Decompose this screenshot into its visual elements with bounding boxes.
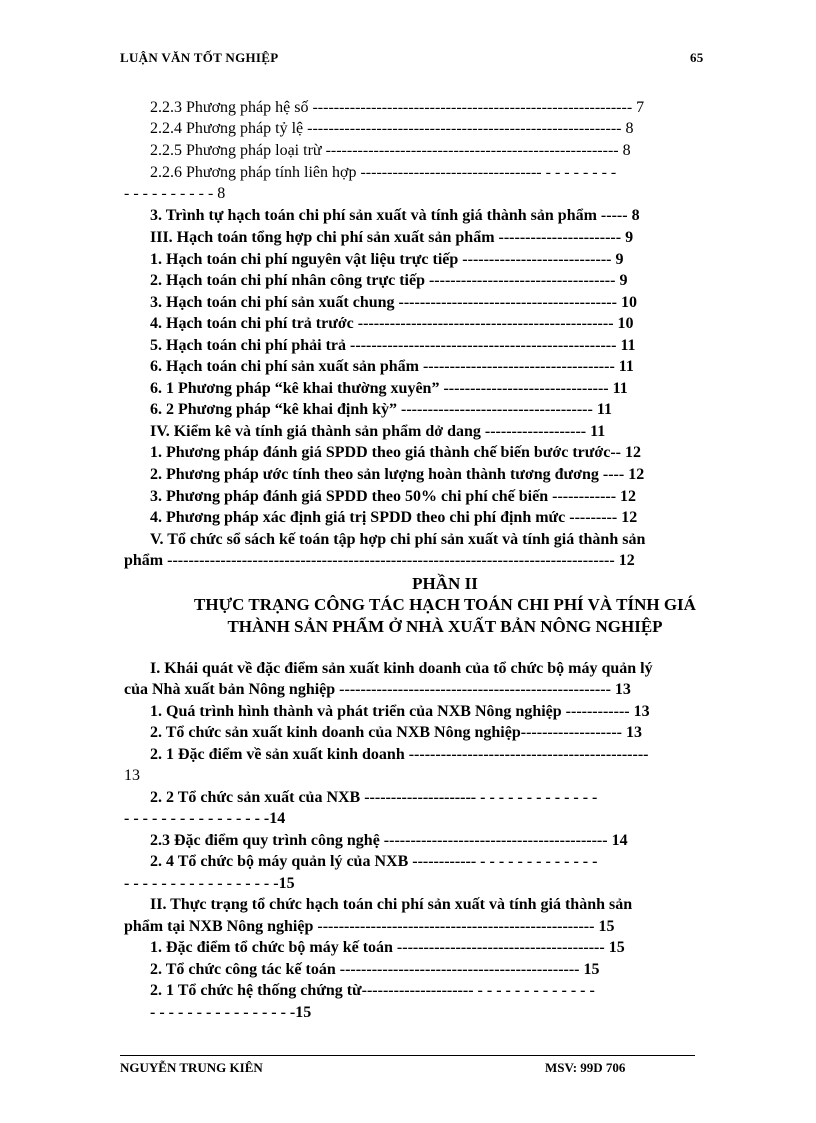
toc-entry: 6. 2 Phương pháp “kê khai định kỳ” ------------------------------------ 11 xyxy=(150,401,612,418)
part-subtitle-line-2: THÀNH SẢN PHẨM Ở NHÀ XUẤT BẢN NÔNG NGHIỆP xyxy=(227,617,663,636)
toc-entry: 2.2.3 Phương pháp hệ số ------------------------------------------------------------ 7 xyxy=(150,99,645,116)
toc-entry: 2. 4 Tổ chức bộ máy quản lý của NXB ------------ - - - - - - - - - - - - - xyxy=(150,853,598,870)
toc-entry-continuation: của Nhà xuất bản Nông nghiệp --------------------------------------------------- 13 xyxy=(124,681,631,698)
toc-entry: 2.2.5 Phương pháp loại trừ ------------------------------------------------------- 8 xyxy=(150,142,631,159)
toc-entry: 2.2.6 Phương pháp tính liên hợp ---------------------------------- - - - - - - - - xyxy=(150,164,617,181)
toc-entry-continuation: phẩm ------------------------------------------------------------------------------------ 12 xyxy=(124,552,635,569)
toc-entry: 2. Tổ chức công tác kế toán --------------------------------------------- 15 xyxy=(150,961,600,978)
toc-entry: 5. Hạch toán chi phí phải trả -------------------------------------------------- 11 xyxy=(150,337,636,354)
toc-entry: 2. Tổ chức sản xuất kinh doanh của NXB Nông nghiệp------------------- 13 xyxy=(150,724,642,741)
running-header-title: LUẬN VĂN TỐT NGHIỆP xyxy=(120,50,279,65)
student-id: MSV: 99D 706 xyxy=(545,1060,626,1075)
toc-entry: 2. 2 Tổ chức sản xuất của NXB --------------------- - - - - - - - - - - - - - xyxy=(150,789,598,806)
footer-divider xyxy=(120,1055,695,1056)
toc-entry: 4. Hạch toán chi phí trả trước ------------------------------------------------ 10 xyxy=(150,315,634,332)
page-number: 65 xyxy=(690,50,704,65)
toc-entry-continuation: 13 xyxy=(124,767,140,784)
toc-entry: 3. Phương pháp đánh giá SPDD theo 50% chi phí chế biến ------------ 12 xyxy=(150,488,637,505)
toc-entry-continuation: - - - - - - - - - - - - - - - - -15 xyxy=(124,875,295,892)
toc-entry: 1. Quá trình hình thành và phát triển của NXB Nông nghiệp ------------ 13 xyxy=(150,703,650,720)
part-title: PHẦN II xyxy=(412,574,478,593)
toc-entry: 3. Trình tự hạch toán chi phí sản xuất và tính giá thành sản phẩm ----- 8 xyxy=(150,207,640,224)
toc-entry: 1. Đặc điểm tổ chức bộ máy kế toán --------------------------------------- 15 xyxy=(150,939,625,956)
part-subtitle-line-1: THỰC TRẠNG CÔNG TÁC HẠCH TOÁN CHI PHÍ VÀ TÍNH GIÁ xyxy=(194,595,696,614)
author-name: NGUYỄN TRUNG KIÊN xyxy=(120,1060,263,1075)
toc-entry: I. Khái quát về đặc điểm sản xuất kinh doanh của tổ chức bộ máy quản lý xyxy=(150,660,653,677)
toc-entry: IV. Kiểm kê và tính giá thành sản phẩm dở dang ------------------- 11 xyxy=(150,423,606,440)
toc-entry: 2.2.4 Phương pháp tỷ lệ ----------------------------------------------------------- 8 xyxy=(150,120,634,137)
toc-entry: II. Thực trạng tổ chức hạch toán chi phí sản xuất và tính giá thành sản xyxy=(150,896,633,913)
toc-entry: 2. Phương pháp ước tính theo sản lượng hoàn thành tương đương ---- 12 xyxy=(150,466,645,483)
toc-entry: 1. Phương pháp đánh giá SPDD theo giá thành chế biến bước trước-- 12 xyxy=(150,444,641,461)
toc-entry: 2. Hạch toán chi phí nhân công trực tiếp ----------------------------------- 9 xyxy=(150,272,628,289)
toc-entry-continuation: - - - - - - - - - - - - - - - -15 xyxy=(150,1004,312,1021)
toc-entry: 3. Hạch toán chi phí sản xuất chung ----------------------------------------- 10 xyxy=(150,294,637,311)
toc-entry: 2.3 Đặc điểm quy trình công nghệ ------------------------------------------ 14 xyxy=(150,832,628,849)
toc-entry-continuation: phẩm tại NXB Nông nghiệp ---------------------------------------------------- 15 xyxy=(124,918,615,935)
toc-entry: 6. 1 Phương pháp “kê khai thường xuyên” ------------------------------- 11 xyxy=(150,380,628,397)
toc-entry: III. Hạch toán tổng hợp chi phí sản xuất sản phẩm ----------------------- 9 xyxy=(150,229,634,246)
toc-entry: 4. Phương pháp xác định giá trị SPDD theo chi phí định mức --------- 12 xyxy=(150,509,638,526)
toc-entry-continuation: - - - - - - - - - - 8 xyxy=(124,185,226,202)
toc-entry: 6. Hạch toán chi phí sản xuất sản phẩm ------------------------------------ 11 xyxy=(150,358,634,375)
toc-entry: 2. 1 Tổ chức hệ thống chứng từ--------------------- - - - - - - - - - - - - - xyxy=(150,982,595,999)
toc-entry: V. Tổ chức sổ sách kế toán tập hợp chi phí sản xuất và tính giá thành sản xyxy=(150,531,646,548)
toc-entry: 1. Hạch toán chi phí nguyên vật liệu trực tiếp ---------------------------- 9 xyxy=(150,251,624,268)
toc-entry-continuation: - - - - - - - - - - - - - - - -14 xyxy=(124,810,286,827)
toc-entry: 2. 1 Đặc điểm về sản xuất kinh doanh --------------------------------------------- xyxy=(150,746,649,763)
